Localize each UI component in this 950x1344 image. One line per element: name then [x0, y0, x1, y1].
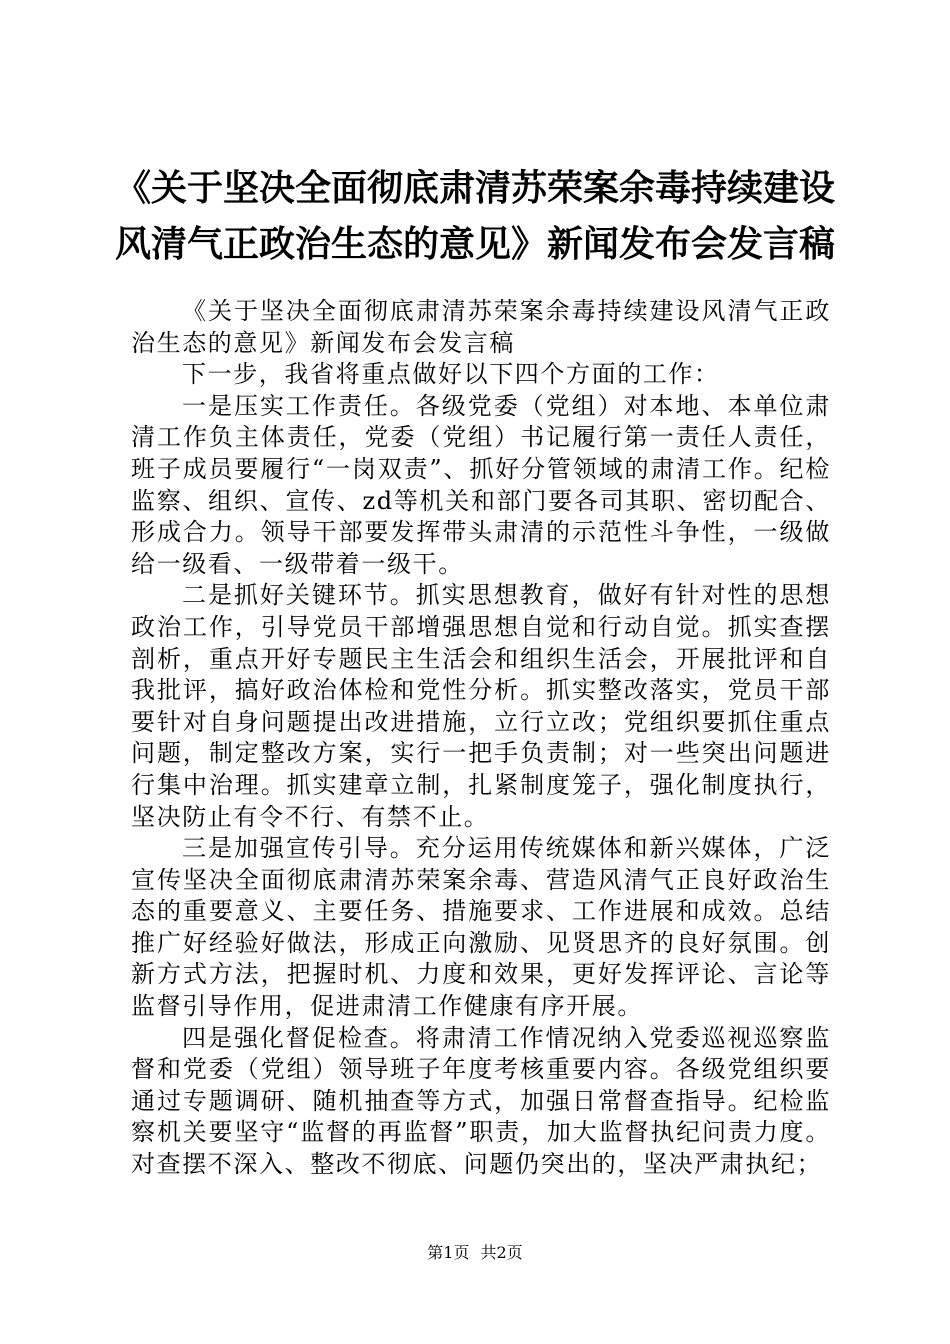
body-paragraph-point-4: 四是强化督促检查。将肃清工作情况纳入党委巡视巡察监督和党委（党组）领导班子年度考核重要内容。各级党组织要通过专题调研、随机抽查等方式，加强日常督查指导。纪检监察机关要坚守“监督的再监督”职责，加大监督执纪问责力度。对查摆不深入、整改不彻底、问题仍突出的，坚决严肃执纪；	[131, 1023, 831, 1179]
document-title	[90, 160, 860, 272]
page-number-current: 第1页	[427, 1243, 470, 1262]
document-body	[131, 296, 831, 1181]
title-line-2: 风清气正政治生态的意见》新闻发布会发言稿	[114, 223, 835, 265]
body-paragraph-point-3: 三是加强宣传引导。充分运用传统媒体和新兴媒体，广泛宣传坚决全面彻底肃清苏荣案余毒、营造风清气正良好政治生态的重要意义、主要任务、措施要求、工作进展和成效。总结推广好经验好做法，形成正向激励、见贤思齐的良好氛围。创新方式方法，把握时机、力度和效果，更好发挥评论、言论等监督引导作用，促进肃清工作健康有序开展。	[131, 834, 831, 1021]
body-paragraph-point-1: 一是压实工作责任。各级党委（党组）对本地、本单位肃清工作负主体责任，党委（党组）书记履行第一责任人责任，班子成员要履行“一岗双责”、抓好分管领域的肃清工作。纪检监察、组织、宣传、zd等机关和部门要各司其职、密切配合、形成合力。领导干部要发挥带头肃清的示范性斗争性，一级做给一级看、一级带着一级干。	[131, 391, 831, 578]
page-footer	[0, 1242, 950, 1264]
body-paragraph-intro: 下一步，我省将重点做好以下四个方面的工作：	[182, 360, 720, 389]
page-number-total: 共2页	[480, 1243, 523, 1262]
body-paragraph-point-2: 二是抓好关键环节。抓实思想教育，做好有针对性的思想政治工作，引导党员干部增强思想自觉和行动自觉。抓实查摆剖析，重点开好专题民主生活会和组织生活会，开展批评和自我批评，搞好政治体检和党性分析。抓实整改落实，党员干部要针对自身问题提出改进措施，立行立改；党组织要抓住重点问题，制定整改方案，实行一把手负责制；对一些突出问题进行集中治理。抓实建章立制，扎紧制度笼子，强化制度执行，坚决防止有令不行、有禁不止。	[131, 581, 831, 831]
body-paragraph-title-repeat: 《关于坚决全面彻底肃清苏荣案余毒持续建设风清气正政治生态的意见》新闻发布会发言稿	[131, 297, 831, 357]
title-line-1: 《关于坚决全面彻底肃清苏荣案余毒持续建设	[114, 167, 835, 209]
